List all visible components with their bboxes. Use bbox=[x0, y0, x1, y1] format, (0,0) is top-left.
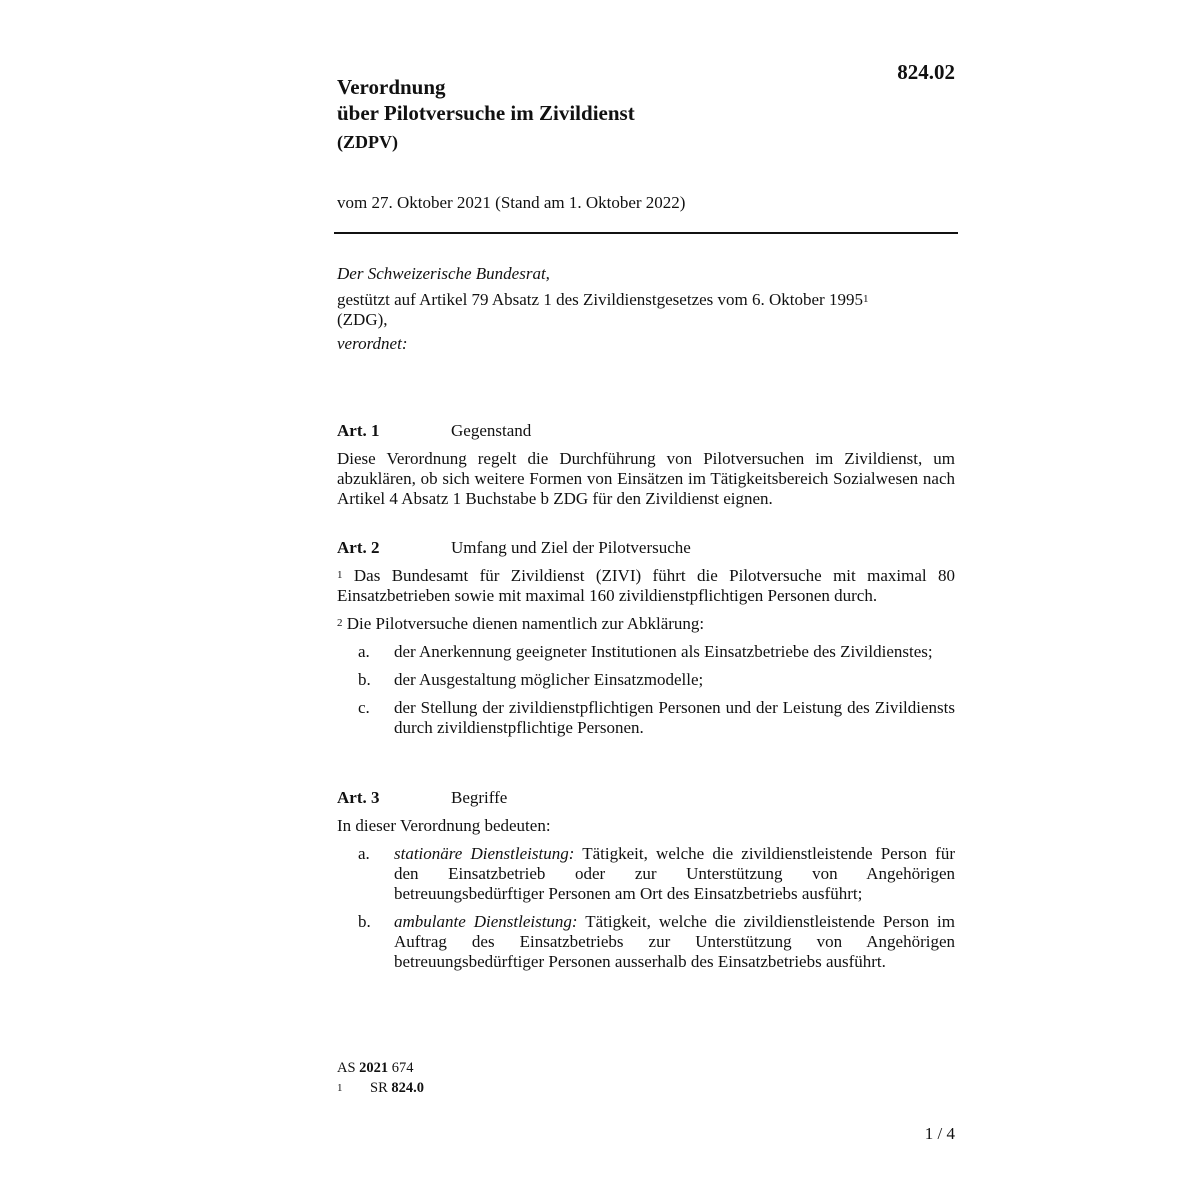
article-title: Umfang und Ziel der Pilotversuche bbox=[451, 538, 691, 557]
title-line-2: über Pilotversuche im Zivildienst bbox=[337, 101, 635, 125]
list-text: der Anerkennung geeigneter Institutionen als Einsatzbetriebe des Zivildienstes; bbox=[394, 642, 933, 661]
article-1-heading bbox=[337, 421, 955, 441]
date-line: vom 27. Oktober 2021 (Stand am 1. Oktober 2022) bbox=[337, 193, 686, 212]
list-text: der Ausgestaltung möglicher Einsatzmodelle; bbox=[394, 670, 704, 689]
footnote-text bbox=[370, 1078, 424, 1098]
title-line-1: Verordnung bbox=[337, 75, 446, 99]
article-title: Begriffe bbox=[451, 788, 508, 807]
list-text: der Stellung der zivildienstpflichtigen Personen und der Leistung des Zivildiensts durch zivildienstpflichtige Personen. bbox=[394, 698, 955, 737]
footnote-ref[interactable]: 824.0 bbox=[391, 1080, 424, 1096]
list-letter: a. bbox=[358, 642, 370, 661]
preamble-enactment: verordnet: bbox=[337, 334, 408, 353]
title-abbreviation: (ZDPV) bbox=[337, 132, 398, 152]
footnotes bbox=[337, 1058, 424, 1098]
article-number: Art. 3 bbox=[337, 788, 380, 807]
paragraph-number: 2 bbox=[337, 617, 343, 629]
footnote-1 bbox=[337, 1078, 424, 1098]
definition-term: stationäre Dienstleistung: bbox=[394, 844, 575, 863]
article-2 bbox=[337, 538, 955, 746]
list-item bbox=[337, 642, 955, 662]
list-letter: a. bbox=[358, 844, 370, 863]
paragraph-number: 1 bbox=[337, 569, 343, 581]
article-3-heading bbox=[337, 788, 955, 808]
list-item bbox=[337, 670, 955, 690]
list-text bbox=[394, 912, 955, 972]
list-item bbox=[337, 844, 955, 904]
preamble-basis-cont: (ZDG), bbox=[337, 310, 388, 329]
paragraph-text: Die Pilotversuche dienen namentlich zur Abklärung: bbox=[346, 614, 705, 633]
list-item bbox=[337, 912, 955, 972]
article-paragraph: Diese Verordnung regelt die Durchführung von Pilotversuchen im Zivildienst, um abzuklären, ob sich weitere Formen von Einsätzen im Tätigkeitsbereich Sozialwesen nach Artikel 4 Absatz 1 Buchstabe b ZDG für den Zivildienst eignen. bbox=[337, 449, 955, 508]
preamble-basis bbox=[337, 290, 957, 310]
as-year: 2021 bbox=[359, 1060, 389, 1076]
footnote-mark: 1 bbox=[337, 1082, 343, 1094]
definition-text: Tätigkeit, welche die zivildienstleistende Person für den Einsatzbetrieb oder zur Unterstützung von Angehörigen betreuungsbedürftiger Personen am Ort des Einsatzbetriebs ausführt; bbox=[394, 844, 955, 903]
article-3-list bbox=[337, 844, 955, 972]
article-intro: In dieser Verordnung bedeuten: bbox=[337, 816, 551, 835]
article-3 bbox=[337, 788, 955, 980]
document-title bbox=[337, 74, 837, 153]
footnote-prefix: SR bbox=[370, 1080, 388, 1096]
list-letter: c. bbox=[358, 698, 370, 717]
header-divider bbox=[334, 232, 958, 234]
footnote-ref-1[interactable]: 1 bbox=[862, 293, 869, 305]
article-2-heading bbox=[337, 538, 955, 558]
article-1 bbox=[337, 421, 955, 517]
article-number: Art. 2 bbox=[337, 538, 380, 557]
paragraph-text: Das Bundesamt für Zivildienst (ZIVI) führt die Pilotversuche mit maximal 80 Einsatzbetrieben sowie mit maximal 160 zivildienstpflichtigen Personen durch. bbox=[337, 566, 955, 605]
preamble bbox=[337, 264, 957, 360]
article-number: Art. 1 bbox=[337, 421, 380, 440]
preamble-authority: Der Schweizerische Bundesrat, bbox=[337, 264, 550, 283]
sr-number: 824.02 bbox=[897, 60, 955, 84]
preamble-basis-text: gestützt auf Artikel 79 Absatz 1 des Zivildienstgesetzes vom 6. Oktober 1995 bbox=[337, 290, 863, 309]
page-number: 1 / 4 bbox=[924, 1124, 955, 1143]
list-item bbox=[337, 698, 955, 738]
list-letter: b. bbox=[358, 912, 371, 931]
article-2-list bbox=[337, 642, 955, 738]
as-page: 674 bbox=[391, 1060, 414, 1076]
as-reference bbox=[337, 1058, 424, 1078]
definition-text: Tätigkeit, welche die zivildienstleistende Person im Auftrag des Einsatzbetriebs zur Unterstützung von Angehörigen betreuungsbedürftiger Personen ausserhalb des Einsatzbetriebs ausführt. bbox=[394, 912, 955, 971]
definition-term: ambulante Dienstleistung: bbox=[394, 912, 578, 931]
as-prefix: AS bbox=[337, 1060, 356, 1076]
list-text bbox=[394, 844, 955, 904]
article-title: Gegenstand bbox=[451, 421, 532, 440]
article-paragraph-1 bbox=[337, 566, 955, 606]
list-letter: b. bbox=[358, 670, 371, 689]
article-paragraph-2 bbox=[337, 614, 955, 634]
